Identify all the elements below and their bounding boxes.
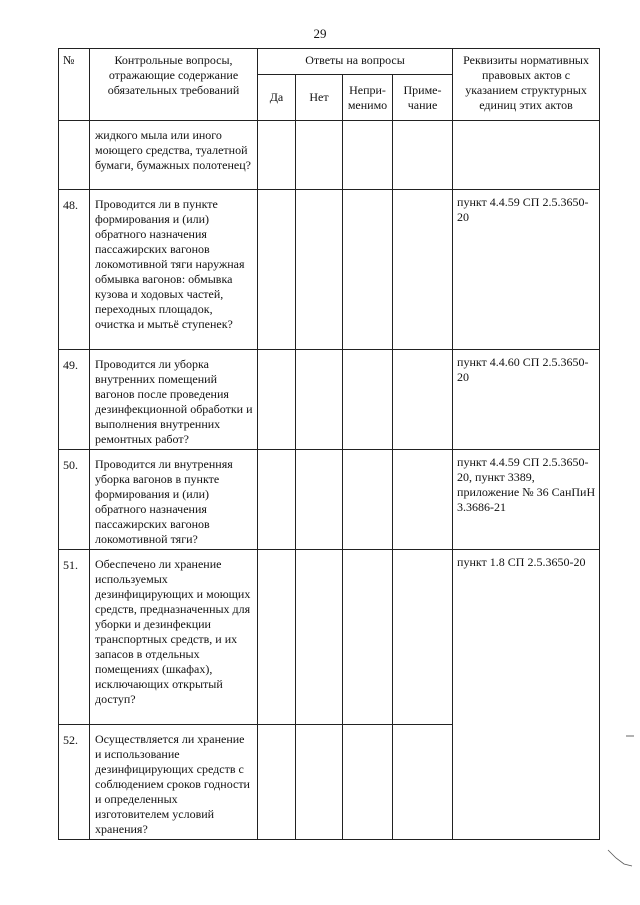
answer-note-cell[interactable]	[393, 350, 453, 450]
answer-note-cell[interactable]	[393, 190, 453, 350]
header-questions: Контрольные вопросы, отражающие содержание обязательных требований	[90, 49, 258, 121]
answer-not-applicable-cell[interactable]	[343, 190, 393, 350]
answer-no-cell[interactable]	[296, 725, 343, 840]
row-number: 51.	[59, 550, 90, 725]
answer-note-cell[interactable]	[393, 725, 453, 840]
header-num: №	[59, 49, 90, 121]
answer-no-cell[interactable]	[296, 450, 343, 550]
answer-yes-cell[interactable]	[258, 190, 296, 350]
answer-note-cell[interactable]	[393, 450, 453, 550]
answer-no-cell[interactable]	[296, 190, 343, 350]
row-question: Проводится ли внутренняя уборка вагонов в пункте формирования и (или) обратного назначения пассажирских вагонов локомотивной тяги?	[90, 450, 258, 550]
header-yes: Да	[258, 75, 296, 121]
row-question: Обеспечено ли хранение используемых дезинфицирующих и моющих средств, предназначенных для уборки и дезинфекции транспортных средств, и их запасов в отдельных помещениях (шкафах), исключающих открытый доступ?	[90, 550, 258, 725]
answer-yes-cell[interactable]	[258, 725, 296, 840]
answer-yes-cell[interactable]	[258, 450, 296, 550]
row-number: 50.	[59, 450, 90, 550]
row-reference: пункт 4.4.59 СП 2.5.3650-20, пункт 3389, приложение № 36 СанПиН 3.3686-21	[453, 450, 600, 550]
header-note: Приме- чание	[393, 75, 453, 121]
row-question: Проводится ли в пункте формирования и (или) обратного назначения пассажирских вагонов локомотивной тяги наружная обмывка вагонов: обмывка кузова и ходовых частей, переходных площадок, очистка и мытьё ступенек?	[90, 190, 258, 350]
pen-mark	[606, 848, 634, 868]
edge-mark	[624, 730, 636, 742]
table-row	[59, 450, 600, 550]
answer-not-applicable-cell[interactable]	[343, 350, 393, 450]
row-number: 49.	[59, 350, 90, 450]
header-requisites: Реквизиты нормативных правовых актов с указанием структурных единиц этих актов	[453, 49, 600, 121]
row-reference	[453, 725, 600, 840]
header-row-top	[59, 49, 600, 75]
row-reference: пункт 4.4.59 СП 2.5.3650-20	[453, 190, 600, 350]
answer-not-applicable-cell[interactable]	[343, 550, 393, 725]
table-row	[59, 350, 600, 450]
answer-no-cell[interactable]	[296, 550, 343, 725]
row-number: 48.	[59, 190, 90, 350]
row-number: 52.	[59, 725, 90, 840]
table-row	[59, 190, 600, 350]
answer-note-cell[interactable]	[393, 121, 453, 190]
row-reference	[453, 121, 600, 190]
row-reference: пункт 1.8 СП 2.5.3650-20	[453, 550, 600, 725]
answer-yes-cell[interactable]	[258, 350, 296, 450]
page-number: 29	[313, 26, 327, 41]
header-no: Нет	[296, 75, 343, 121]
answer-not-applicable-cell[interactable]	[343, 121, 393, 190]
table-row	[59, 725, 600, 840]
row-question: Проводится ли уборка внутренних помещений вагонов после проведения дезинфекционной обработки и выполнения внутренних ремонтных работ?	[90, 350, 258, 450]
checklist-table	[58, 48, 600, 840]
answer-no-cell[interactable]	[296, 121, 343, 190]
answer-yes-cell[interactable]	[258, 121, 296, 190]
header-answers: Ответы на вопросы	[258, 49, 453, 75]
row-question: Осуществляется ли хранение и использование дезинфицирующих средств с соблюдением сроков годности и определенных изготовителем условий хранения?	[90, 725, 258, 840]
answer-yes-cell[interactable]	[258, 550, 296, 725]
answer-not-applicable-cell[interactable]	[343, 450, 393, 550]
header-not-applicable: Непри- менимо	[343, 75, 393, 121]
table-row	[59, 121, 600, 190]
answer-not-applicable-cell[interactable]	[343, 725, 393, 840]
answer-note-cell[interactable]	[393, 550, 453, 725]
row-question: жидкого мыла или иного моющего средства, туалетной бумаги, бумажных полотенец?	[90, 121, 258, 190]
answer-no-cell[interactable]	[296, 350, 343, 450]
table-row	[59, 550, 600, 725]
row-number	[59, 121, 90, 190]
row-reference: пункт 4.4.60 СП 2.5.3650-20	[453, 350, 600, 450]
